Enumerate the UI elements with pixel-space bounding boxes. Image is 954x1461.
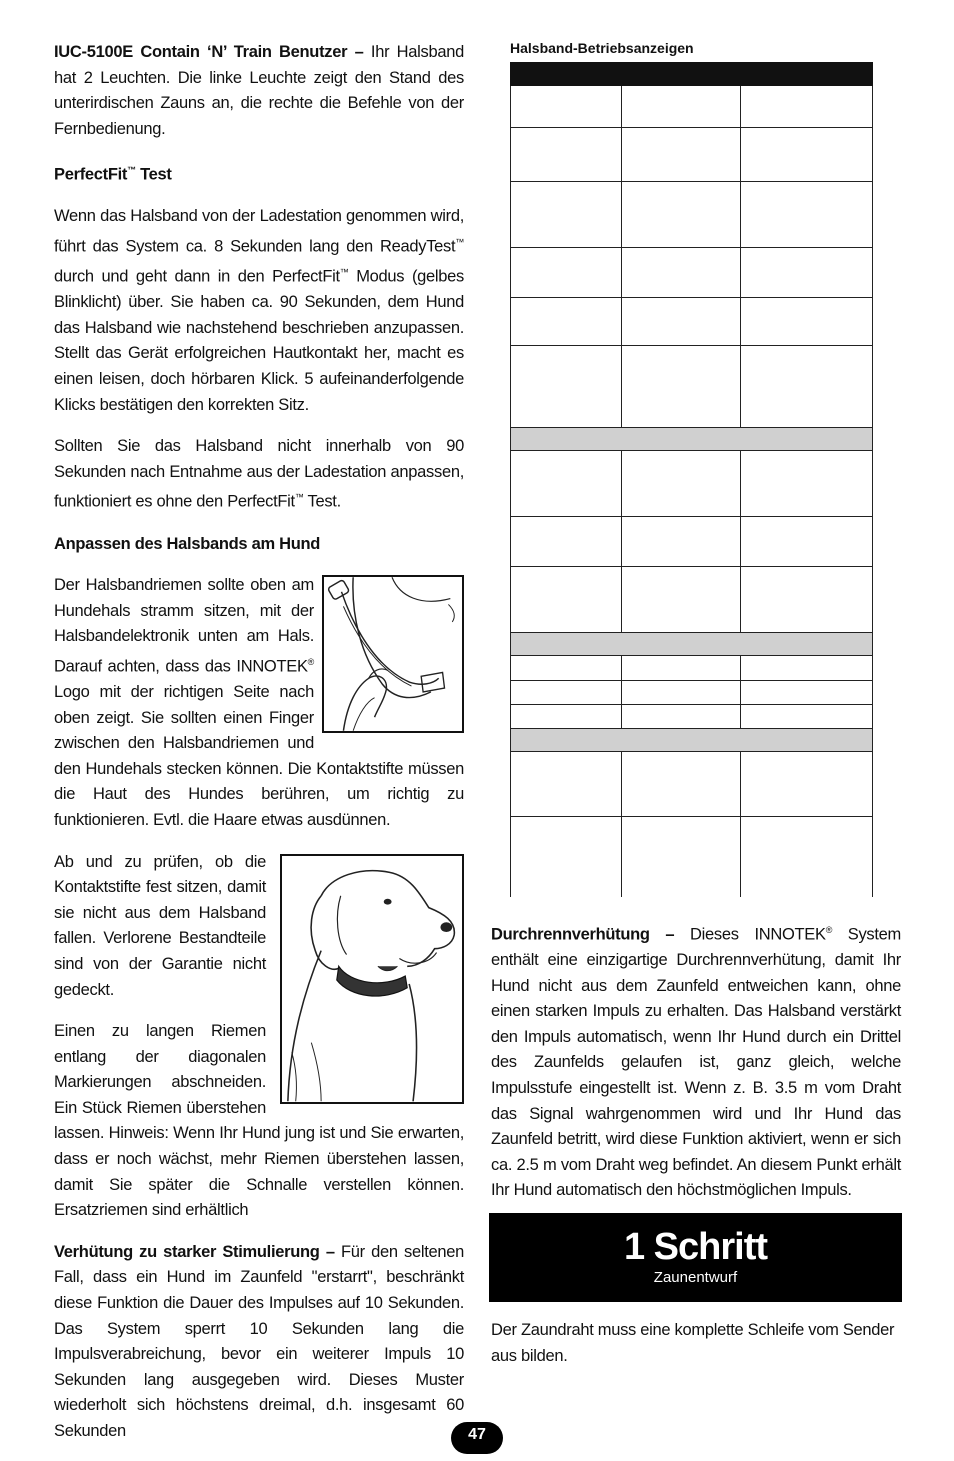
perfectfit-heading: PerfectFit™ Test [54,165,172,184]
table-row [510,705,873,729]
indicator-table [510,62,873,897]
stimulation-heading: Verhütung zu starker Stimulierung – [54,1242,335,1261]
cut-paragraph: Einen zu langen Riemen entlang der diagonalen Markierungen abschneiden. Ein Stück Riemen überstehen lassen. Hinweis: Wenn Ihr Hund jung ist und Sie erwarten, dass er noch wächst, mehr Riemen überstehen lassen, damit Sie später die Schnalle verstellen können. Ersatzriemen sind erhältlich [54,1022,464,1220]
perfectfit-paragraph: Wenn das Halsband von der Ladestation genommen wird, führt das System ca. 8 Sekunden lang den ReadyTest™ durch und geht dann in den PerfectFit™ Modus (gelbes Blinklicht) über. Sie haben ca. 90 Sekunden, dem Hund das Halsband wie nachstehend beschrieben anzupassen. Stellt das Gerät erfolgreichen Hautkontakt her, macht es einen leisen, doch hörbaren Klick. 5 aufeinanderfolgende Klicks bestätigen den korrekten Sitz. [54,207,464,414]
dog-with-collar-illustration [280,854,464,1104]
collar-fitting-drawing [324,577,462,731]
table-row [510,346,873,428]
table-section-header [510,633,873,656]
collar-lights-paragraph: IUC-5100E Contain ‘N’ Train Benutzer – Ihr Halsband hat 2 Leuchten. Die linke Leuchte zeigt den Stand des unterirdischen Zauns an, die rechte die Befehle von der Fernbedienung. [54,43,464,138]
timeout-paragraph: Sollten Sie das Halsband nicht innerhalb von 90 Sekunden nach Entnahme aus der Ladestation anpassen, funktioniert es ohne den PerfectFit™ Test. [54,437,464,511]
left-column [54,40,464,1461]
runthrough-heading: Durchrennverhütung – [491,925,675,944]
table-row [510,656,873,681]
collar-fitting-illustration [322,575,464,733]
table-row [510,752,873,817]
page-number: 47 [451,1422,503,1454]
table-row [510,248,873,298]
table-row [510,817,873,897]
step-subtitle: Zaunentwurf [653,1269,738,1286]
step-title: 1 Schritt [623,1226,768,1268]
table-section-header [510,729,873,752]
table-row [510,298,873,346]
table-row [510,86,873,128]
runthrough-paragraph: Durchrennverhütung – Dieses INNOTEK® System enthält eine einzigartige Durchrennverhütung, damit Ihr Hund nicht aus dem Zaunfeld entweichen kann, ohne einen starken Impuls zu erhalten. Das Halsband verstärkt den Impuls automatisch, wenn Ihr Hund durch ein Drittel des Zaunfelds gelaufen ist, ganz gleich, welche Impulsstufe eingestellt ist. Wenn z. B. 3.5 m vom Draht das Signal wahrgenommen wird und Ihr Hund das Zaunfeld betritt, wird diese Funktion aktiviert, wenn er sich ca. 2.5 m vom Draht weg befindet. An diesem Punkt erhält Ihr Hund automatisch den höchstmöglichen Impuls. [491,925,901,1200]
fit-heading: Anpassen des Halsbands am Hund [54,534,321,553]
wire-loop-paragraph: Der Zaundraht muss eine komplette Schleife vom Sender aus bilden. [491,1321,895,1365]
table-row [510,681,873,705]
table-section-header [510,428,873,451]
step-banner [489,1213,902,1302]
table-row [510,128,873,182]
table-row [510,182,873,248]
table-row [510,517,873,567]
stimulation-paragraph: Verhütung zu starker Stimulierung – Für den seltenen Fall, dass ein Hund im Zaunfeld "erstarrt", beschränkt diese Funktion die Dauer des Impulses auf 10 Sekunden. Das System sperrt 10 Sekunden lang die Impulsverabreichung, bevor ein weiterer Impuls 10 Sekunden lang ausgegeben wird. Dieses Muster wiederholt sich höchstens dreimal, d.h. insgesamt 60 Sekunden [54,1242,464,1440]
check-and-cut-block [54,850,464,1224]
table-header [510,62,873,86]
table-row [510,567,873,633]
table-title: Halsband-Betriebsanzeigen [510,40,694,56]
table-row [510,451,873,517]
dog-drawing [282,856,462,1102]
check-paragraph: Ab und zu prüfen, ob die Kontaktstifte fest sitzen, damit sie nicht aus dem Halsband fallen. Verlorene Bestandteile sind von der Garantie nicht gedeckt. [54,852,266,999]
fit-paragraph: Der Halsbandriemen sollte oben am Hundehals stramm sitzen, mit der Halsbandelektronik unten am Hals. Darauf achten, dass das INNOTEK® Logo mit der richtigen Seite nach oben zeigt. Sie sollten einen Finger zwischen den Halsbandriemen und den Hundehals stecken können. Die Kontaktstifte müssen die Haut des Hundes berühren, um richtig zu funktionieren. Evtl. die Haare etwas ausdünnen. [54,576,464,829]
collar-lights-heading: IUC-5100E Contain ‘N’ Train Benutzer – [54,43,364,61]
